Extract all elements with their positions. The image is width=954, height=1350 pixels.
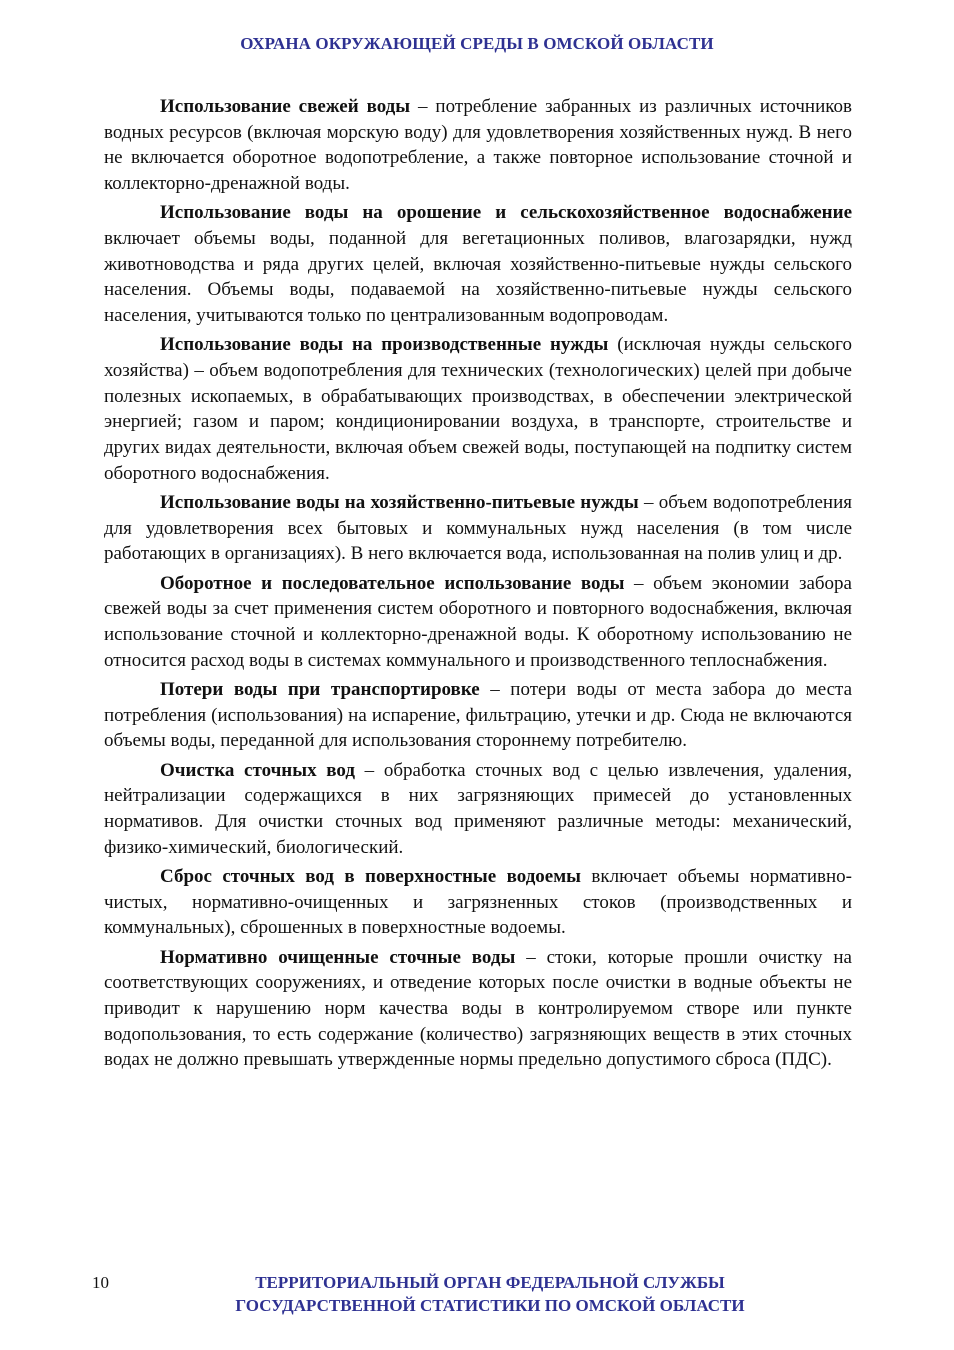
definition-paragraph	[104, 945, 852, 1074]
definition-text: – объем экономии забора свежей воды за счет применения систем оборотного и повторного водоснабжения, включая использование сточной и коллекторно-дренажной воды. К оборотному использованию не относится расход воды в системах коммунального и производственного теплоснабжения.	[104, 572, 852, 671]
definition-term: Использование воды на производственные нужды	[160, 334, 609, 356]
definition-text: – обработка сточных вод с целью извлечения, удаления, нейтрализации содержащихся в них загрязняющих примесей до установленных нормативов. Для очистки сточных вод применяют различные методы: механический, физико-химический, биологический.	[104, 759, 852, 858]
footer-line-2: ГОСУДАРСТВЕННОЙ СТАТИСТИКИ ПО ОМСКОЙ ОБЛАСТИ	[235, 1296, 745, 1315]
definition-paragraph	[104, 758, 852, 861]
definition-term: Оборотное и последовательное использование воды	[160, 572, 625, 594]
definitions-body	[104, 94, 852, 1077]
definition-paragraph	[104, 332, 852, 486]
definition-term: Потери воды при транспортировке	[160, 678, 480, 700]
footer-organization	[180, 1271, 800, 1317]
definition-paragraph	[104, 490, 852, 567]
definition-term: Использование воды на хозяйственно-питьевые нужды	[160, 492, 639, 514]
definition-text: – стоки, которые прошли очистку на соответствующих сооружениях, и отведение которых после очистки в водные объекты не приводит к нарушению норм качества воды в контролируемом створе или пункте водопользования, то есть содержание (количество) загрязняющих веществ в этих сточных водах не должно превышать утвержденные нормы предельно допустимого сброса (ПДС).	[104, 946, 852, 1071]
definition-term: Сброс сточных вод в поверхностные водоемы	[160, 865, 582, 887]
definition-text: включает объемы воды, поданной для вегетационных поливов, влагозарядки, нужд животноводства и ряда других целей, включая хозяйственно-питьевые нужды сельского населения. Объемы воды, подаваемой на хозяйственно-питьевые нужды сельского населения, учитываются только по централизованным водопроводам.	[104, 228, 852, 327]
definition-paragraph	[104, 571, 852, 674]
definition-term: Очистка сточных вод	[160, 759, 355, 781]
definition-text: – объем водопотребления для удовлетворения всех бытовых и коммунальных нужд населения (в том числе работающих в организациях). В него включается вода, использованная на полив улиц и др.	[104, 492, 852, 565]
definition-text: – потребление забранных из различных источников водных ресурсов (включая морскую воду) для удовлетворения хозяйственных нужд. В него не включается оборотное водопотребление, а также повторное использование сточной и коллекторно-дренажной воды.	[104, 96, 852, 195]
definition-paragraph	[104, 677, 852, 754]
definition-term: Нормативно очищенные сточные воды	[160, 946, 516, 968]
definition-term: Использование свежей воды	[160, 96, 411, 117]
definition-text: включает объемы нормативно-чистых, нормативно-очищенных и загрязненных стоков (производственных и коммунальных), сброшенных в поверхностные водоемы.	[104, 865, 852, 939]
definition-text: (исключая нужды сельского хозяйства) – объем водопотребления для технических (технологических) целей при добыче полезных ископаемых, в обрабатывающих производствах, в обеспечении электрической энергией; газом и паром; кондиционировании воздуха, в транспорте, строительстве и других видах деятельности, включая объем свежей воды, поступающей на подпитку систем оборотного водоснабжения.	[104, 334, 852, 484]
definition-paragraph	[104, 864, 852, 941]
footer-line-1: ТЕРРИТОРИАЛЬНЫЙ ОРГАН ФЕДЕРАЛЬНОЙ СЛУЖБЫ	[255, 1273, 725, 1292]
definition-term: Использование воды на орошение и сельскохозяйственное водоснабжение	[160, 202, 852, 224]
definition-paragraph	[104, 94, 852, 197]
definition-text: – потери воды от места забора до места потребления (использования) на испарение, фильтрацию, утечки и др. Сюда не включаются объемы воды, переданной для использования стороннему потребителю.	[104, 678, 852, 752]
running-header: ОХРАНА ОКРУЖАЮЩЕЙ СРЕДЫ В ОМСКОЙ ОБЛАСТИ	[240, 34, 714, 53]
definition-paragraph	[104, 200, 852, 329]
page-number: 10	[92, 1273, 109, 1292]
